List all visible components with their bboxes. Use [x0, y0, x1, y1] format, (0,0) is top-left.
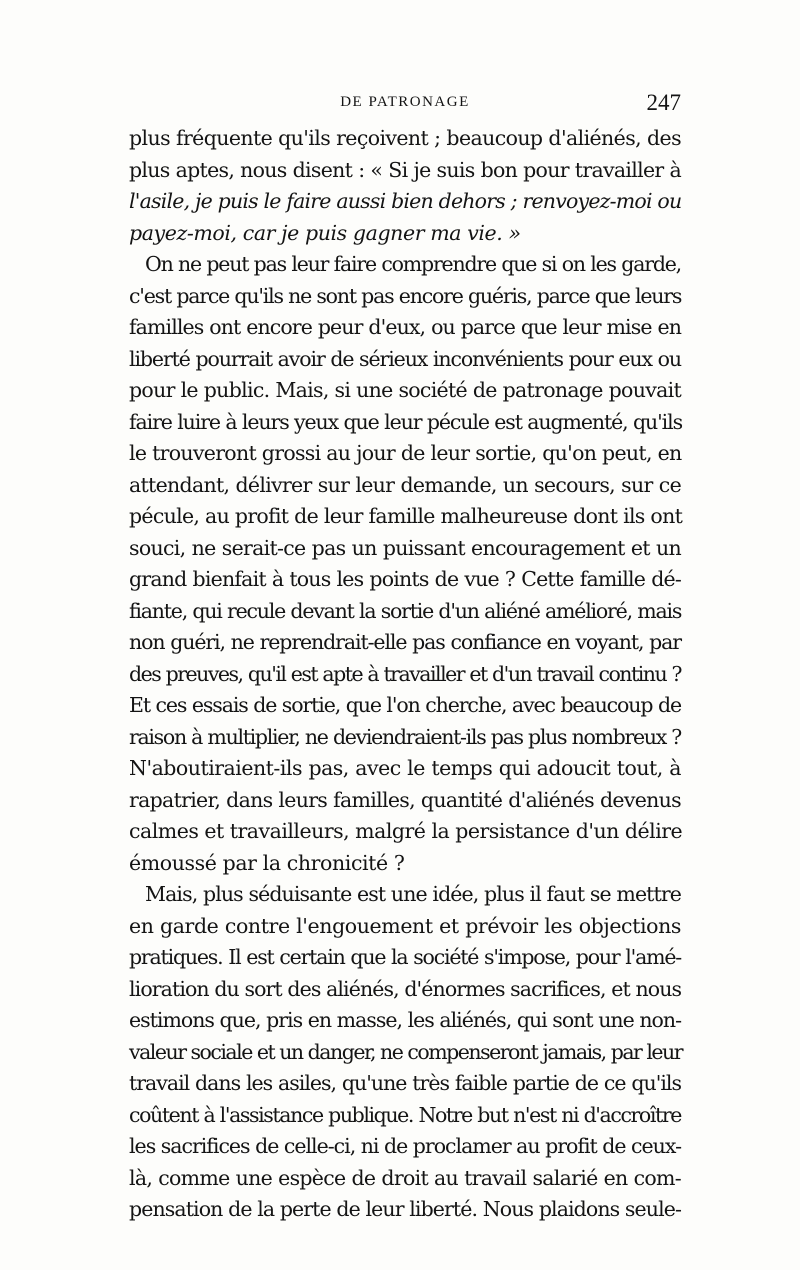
- text-line: souci, ne serait-ce pas un puissant encouragement et un: [129, 535, 681, 560]
- text-line: travail dans les asiles, qu'une très faible partie de ce qu'ils: [129, 1071, 681, 1095]
- text-line: là, comme une espèce de droit au travail salarié en com-: [129, 1165, 681, 1190]
- text-line: Et ces essais de sortie, que l'on cherche, avec beaucoup de: [129, 693, 681, 717]
- text-line: pensation de la perte de leur liberté. Nous plaidons seule-: [129, 1197, 681, 1221]
- text-line: l'asile, je puis le faire aussi bien dehors ; renvoyez-moi ou: [129, 189, 682, 213]
- text-line: calmes et travailleurs, malgré la persistance d'un délire: [129, 819, 683, 843]
- text-line: Mais, plus séduisante est une idée, plus il faut se mettre: [145, 882, 681, 906]
- text-line: pratiques. Il est certain que la société s'impose, pour l'amé-: [129, 945, 681, 969]
- text-line: familles ont encore peur d'eux, ou parce que leur mise en: [129, 315, 681, 339]
- text-line: raison à multiplier, ne deviendraient-ils pas plus nombreux ?: [129, 724, 681, 749]
- paragraph-3: [129, 879, 681, 1226]
- text-line: pour le public. Mais, si une société de patronage pouvait: [129, 378, 681, 402]
- body-text: [129, 123, 681, 1226]
- text-line: rapatrier, dans leurs familles, quantité d'aliénés devenus: [129, 787, 681, 812]
- text-line: les sacrifices de celle-ci, ni de proclamer au profit de ceux-: [129, 1134, 681, 1158]
- text-line: coûtent à l'assistance publique. Notre but n'est ni d'accroître: [129, 1102, 681, 1127]
- text-line: plus fréquente qu'ils reçoivent ; beaucoup d'aliénés, des: [129, 126, 681, 150]
- text-line: attendant, délivrer sur leur demande, un secours, sur ce: [129, 472, 681, 497]
- text-line: grand bienfait à tous les points de vue ? Cette famille dé-: [129, 567, 681, 591]
- running-head: [129, 90, 681, 120]
- text-line: liberté pourrait avoir de sérieux inconvénients pour eux ou: [129, 346, 681, 371]
- text-line: N'aboutiraient-ils pas, avec le temps qui adoucit tout, à: [129, 756, 681, 780]
- text-line: pécule, au profit de leur famille malheureuse dont ils ont: [129, 504, 683, 528]
- text-line: fiante, qui recule devant la sortie d'un aliéné amélioré, mais: [129, 598, 682, 623]
- text-line: plus aptes, nous disent : « Si je suis bon pour travailler à: [129, 157, 681, 182]
- text-line: faire luire à leurs yeux que leur pécule est augmenté, qu'ils: [129, 409, 682, 434]
- text-line: en garde contre l'engouement et prévoir les objections: [129, 913, 681, 938]
- text-line: On ne peut pas leur faire comprendre que si on les garde,: [145, 252, 681, 276]
- page-number: 247: [646, 90, 681, 115]
- text-line: c'est parce qu'ils ne sont pas encore guéris, parce que leurs: [129, 283, 682, 308]
- paragraph-1: [129, 123, 681, 249]
- running-title: DE PATRONAGE: [340, 94, 470, 110]
- text-line: des preuves, qu'il est apte à travailler et d'un travail continu ?: [129, 661, 681, 686]
- text-line: non guéri, ne reprendrait-elle pas confiance en voyant, par: [129, 630, 681, 654]
- text-line: estimons que, pris en masse, les aliénés, qui sont une non-: [129, 1008, 681, 1032]
- text-line: le trouveront grossi au jour de leur sortie, qu'on peut, en: [129, 441, 682, 465]
- text-line: valeur sociale et un danger, ne compenseront jamais, par leur: [129, 1039, 683, 1064]
- text-line: payez-moi, car je puis gagner ma vie. »: [129, 220, 521, 245]
- text-line: émoussé par la chronicité ?: [129, 850, 405, 875]
- paragraph-2: [129, 249, 681, 879]
- text-line: lioration du sort des aliénés, d'énormes sacrifices, et nous: [129, 976, 682, 1001]
